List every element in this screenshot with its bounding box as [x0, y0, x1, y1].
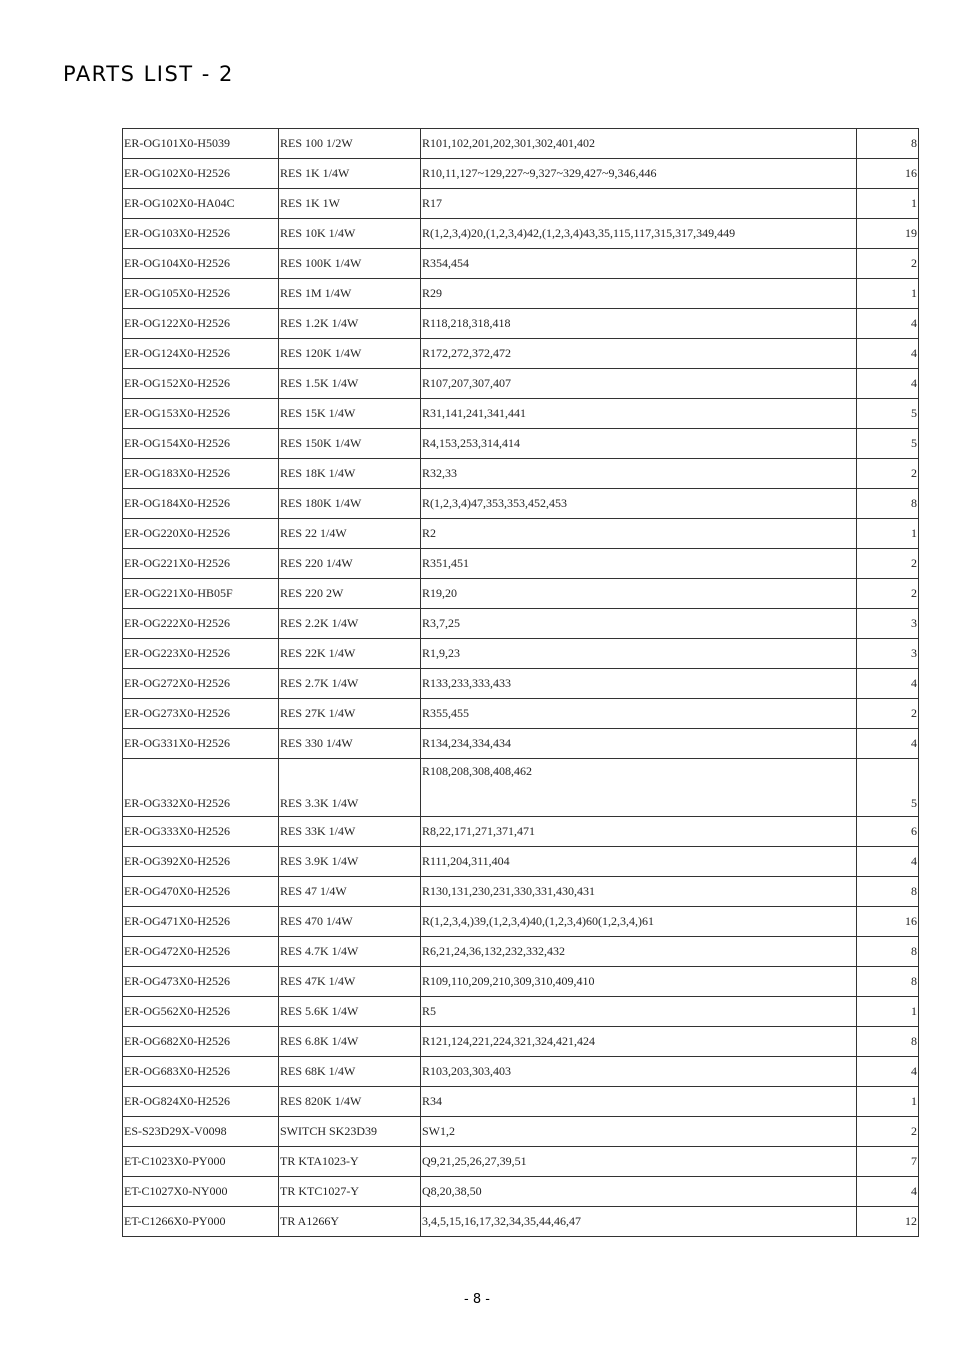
table-row — [123, 817, 919, 847]
table-row — [123, 369, 919, 399]
part-number-cell: ER-OG152X0-H2526 — [123, 369, 279, 399]
location-cell: R107,207,307,407 — [421, 369, 857, 399]
quantity-cell: 8 — [857, 1027, 919, 1057]
description-cell: RES 150K 1/4W — [279, 429, 421, 459]
part-number-cell: ER-OG392X0-H2526 — [123, 847, 279, 877]
part-number-cell: ER-OG472X0-H2526 — [123, 937, 279, 967]
table-row — [123, 459, 919, 489]
part-number-cell: ER-OG220X0-H2526 — [123, 519, 279, 549]
quantity-cell: 4 — [857, 847, 919, 877]
location-cell: R133,233,333,433 — [421, 669, 857, 699]
quantity-cell: 2 — [857, 549, 919, 579]
part-number-cell: ER-OG105X0-H2526 — [123, 279, 279, 309]
location-cell: R8,22,171,271,371,471 — [421, 817, 857, 847]
description-cell: RES 22 1/4W — [279, 519, 421, 549]
quantity-cell: 2 — [857, 249, 919, 279]
table-row — [123, 129, 919, 159]
description-cell: RES 15K 1/4W — [279, 399, 421, 429]
part-number-cell: ER-OG471X0-H2526 — [123, 907, 279, 937]
part-number-cell: ER-OG154X0-H2526 — [123, 429, 279, 459]
part-number-cell: ER-OG103X0-H2526 — [123, 219, 279, 249]
quantity-cell: 2 — [857, 1117, 919, 1147]
location-cell: R6,21,24,36,132,232,332,432 — [421, 937, 857, 967]
location-cell: R10,11,127~129,227~9,327~329,427~9,346,446 — [421, 159, 857, 189]
description-cell: RES 5.6K 1/4W — [279, 997, 421, 1027]
description-cell: RES 100K 1/4W — [279, 249, 421, 279]
description-cell: RES 47K 1/4W — [279, 967, 421, 997]
description-cell: TR KTC1027-Y — [279, 1177, 421, 1207]
table-row — [123, 219, 919, 249]
location-cell: R(1,2,3,4,)39,(1,2,3,4)40,(1,2,3,4)60(1,2,3,4,)61 — [421, 907, 857, 937]
part-number-cell: ER-OG101X0-H5039 — [123, 129, 279, 159]
part-number-cell: ER-OG183X0-H2526 — [123, 459, 279, 489]
description-cell: SWITCH SK23D39 — [279, 1117, 421, 1147]
location-cell: R103,203,303,403 — [421, 1057, 857, 1087]
location-cell: R32,33 — [421, 459, 857, 489]
quantity-cell: 8 — [857, 937, 919, 967]
part-number-cell: ER-OG153X0-H2526 — [123, 399, 279, 429]
location-cell: R108,208,308,408,462 — [421, 759, 857, 817]
part-number-cell: ER-OG184X0-H2526 — [123, 489, 279, 519]
part-number-cell: ER-OG470X0-H2526 — [123, 877, 279, 907]
description-cell: RES 1M 1/4W — [279, 279, 421, 309]
quantity-cell: 6 — [857, 817, 919, 847]
part-number-cell: ER-OG331X0-H2526 — [123, 729, 279, 759]
location-cell: 3,4,5,15,16,17,32,34,35,44,46,47 — [421, 1207, 857, 1237]
description-cell: RES 220 1/4W — [279, 549, 421, 579]
page-title: PARTS LIST - 2 — [63, 62, 234, 86]
quantity-cell: 5 — [857, 759, 919, 817]
description-cell: RES 47 1/4W — [279, 877, 421, 907]
part-number-cell: ES-S23D29X-V0098 — [123, 1117, 279, 1147]
part-number-cell: ER-OG824X0-H2526 — [123, 1087, 279, 1117]
quantity-cell: 1 — [857, 1087, 919, 1117]
table-row — [123, 579, 919, 609]
table-row — [123, 1057, 919, 1087]
table-row — [123, 907, 919, 937]
description-cell: RES 330 1/4W — [279, 729, 421, 759]
location-cell: R34 — [421, 1087, 857, 1117]
location-cell: R4,153,253,314,414 — [421, 429, 857, 459]
quantity-cell: 2 — [857, 699, 919, 729]
location-cell: R1,9,23 — [421, 639, 857, 669]
table-row — [123, 669, 919, 699]
quantity-cell: 19 — [857, 219, 919, 249]
description-cell: RES 2.7K 1/4W — [279, 669, 421, 699]
part-number-cell: ER-OG122X0-H2526 — [123, 309, 279, 339]
part-number-cell: ER-OG104X0-H2526 — [123, 249, 279, 279]
description-cell: RES 27K 1/4W — [279, 699, 421, 729]
table-row — [123, 189, 919, 219]
location-cell: Q9,21,25,26,27,39,51 — [421, 1147, 857, 1177]
part-number-cell: ER-OG682X0-H2526 — [123, 1027, 279, 1057]
table-row — [123, 639, 919, 669]
location-cell: R(1,2,3,4)20,(1,2,3,4)42,(1,2,3,4)43,35,115,117,315,317,349,449 — [421, 219, 857, 249]
table-row — [123, 429, 919, 459]
table-row — [123, 729, 919, 759]
quantity-cell: 4 — [857, 1177, 919, 1207]
location-cell: R3,7,25 — [421, 609, 857, 639]
quantity-cell: 8 — [857, 489, 919, 519]
description-cell: RES 180K 1/4W — [279, 489, 421, 519]
location-cell: R109,110,209,210,309,310,409,410 — [421, 967, 857, 997]
part-number-cell: ER-OG562X0-H2526 — [123, 997, 279, 1027]
location-cell: R31,141,241,341,441 — [421, 399, 857, 429]
table-row — [123, 1207, 919, 1237]
description-cell: RES 68K 1/4W — [279, 1057, 421, 1087]
part-number-cell: ER-OG473X0-H2526 — [123, 967, 279, 997]
description-cell: RES 4.7K 1/4W — [279, 937, 421, 967]
page-number: - 8 - — [464, 1292, 490, 1307]
description-cell: RES 120K 1/4W — [279, 339, 421, 369]
table-row — [123, 847, 919, 877]
quantity-cell: 12 — [857, 1207, 919, 1237]
table-row — [123, 609, 919, 639]
description-cell: RES 33K 1/4W — [279, 817, 421, 847]
description-cell: RES 1K 1/4W — [279, 159, 421, 189]
quantity-cell: 4 — [857, 729, 919, 759]
location-cell: Q8,20,38,50 — [421, 1177, 857, 1207]
part-number-cell: ER-OG102X0-HA04C — [123, 189, 279, 219]
table-row — [123, 877, 919, 907]
location-cell: R29 — [421, 279, 857, 309]
quantity-cell: 5 — [857, 429, 919, 459]
description-cell: RES 470 1/4W — [279, 907, 421, 937]
table-row — [123, 699, 919, 729]
location-cell: R118,218,318,418 — [421, 309, 857, 339]
part-number-cell: ER-OG272X0-H2526 — [123, 669, 279, 699]
location-cell: R130,131,230,231,330,331,430,431 — [421, 877, 857, 907]
table-row — [123, 1177, 919, 1207]
part-number-cell: ER-OG221X0-H2526 — [123, 549, 279, 579]
table-row — [123, 1147, 919, 1177]
part-number-cell: ER-OG221X0-HB05F — [123, 579, 279, 609]
quantity-cell: 8 — [857, 967, 919, 997]
part-number-cell: ER-OG102X0-H2526 — [123, 159, 279, 189]
quantity-cell: 3 — [857, 609, 919, 639]
parts-table-body — [123, 129, 919, 1237]
part-number-cell: ET-C1027X0-NY000 — [123, 1177, 279, 1207]
quantity-cell: 16 — [857, 159, 919, 189]
table-row — [123, 967, 919, 997]
part-number-cell: ER-OG332X0-H2526 — [123, 759, 279, 817]
table-row — [123, 759, 919, 817]
description-cell: RES 100 1/2W — [279, 129, 421, 159]
location-cell: R17 — [421, 189, 857, 219]
quantity-cell: 4 — [857, 669, 919, 699]
quantity-cell: 1 — [857, 189, 919, 219]
description-cell: RES 3.9K 1/4W — [279, 847, 421, 877]
part-number-cell: ER-OG333X0-H2526 — [123, 817, 279, 847]
quantity-cell: 8 — [857, 129, 919, 159]
table-row — [123, 937, 919, 967]
location-cell: R351,451 — [421, 549, 857, 579]
description-cell: RES 18K 1/4W — [279, 459, 421, 489]
description-cell: RES 220 2W — [279, 579, 421, 609]
location-cell: R355,455 — [421, 699, 857, 729]
table-row — [123, 249, 919, 279]
description-cell: RES 1.2K 1/4W — [279, 309, 421, 339]
location-cell: R101,102,201,202,301,302,401,402 — [421, 129, 857, 159]
table-row — [123, 1087, 919, 1117]
quantity-cell: 1 — [857, 519, 919, 549]
table-row — [123, 399, 919, 429]
description-cell: RES 820K 1/4W — [279, 1087, 421, 1117]
location-cell: R2 — [421, 519, 857, 549]
quantity-cell: 5 — [857, 399, 919, 429]
part-number-cell: ET-C1266X0-PY000 — [123, 1207, 279, 1237]
part-number-cell: ET-C1023X0-PY000 — [123, 1147, 279, 1177]
description-cell: RES 3.3K 1/4W — [279, 759, 421, 817]
quantity-cell: 8 — [857, 877, 919, 907]
table-row — [123, 159, 919, 189]
description-cell: RES 6.8K 1/4W — [279, 1027, 421, 1057]
table-row — [123, 339, 919, 369]
table-row — [123, 519, 919, 549]
location-cell: R(1,2,3,4)47,353,353,452,453 — [421, 489, 857, 519]
location-cell: R134,234,334,434 — [421, 729, 857, 759]
quantity-cell: 7 — [857, 1147, 919, 1177]
quantity-cell: 2 — [857, 579, 919, 609]
table-row — [123, 1117, 919, 1147]
table-row — [123, 489, 919, 519]
part-number-cell: ER-OG683X0-H2526 — [123, 1057, 279, 1087]
description-cell: RES 1K 1W — [279, 189, 421, 219]
quantity-cell: 1 — [857, 997, 919, 1027]
table-row — [123, 549, 919, 579]
location-cell: SW1,2 — [421, 1117, 857, 1147]
quantity-cell: 3 — [857, 639, 919, 669]
quantity-cell: 4 — [857, 369, 919, 399]
table-row — [123, 1027, 919, 1057]
location-cell: R121,124,221,224,321,324,421,424 — [421, 1027, 857, 1057]
quantity-cell: 16 — [857, 907, 919, 937]
quantity-cell: 1 — [857, 279, 919, 309]
table-row — [123, 279, 919, 309]
table-row — [123, 997, 919, 1027]
parts-table — [122, 128, 919, 1237]
quantity-cell: 4 — [857, 339, 919, 369]
part-number-cell: ER-OG223X0-H2526 — [123, 639, 279, 669]
location-cell: R354,454 — [421, 249, 857, 279]
location-cell: R19,20 — [421, 579, 857, 609]
description-cell: RES 2.2K 1/4W — [279, 609, 421, 639]
part-number-cell: ER-OG222X0-H2526 — [123, 609, 279, 639]
location-cell: R5 — [421, 997, 857, 1027]
quantity-cell: 2 — [857, 459, 919, 489]
part-number-cell: ER-OG124X0-H2526 — [123, 339, 279, 369]
location-cell: R172,272,372,472 — [421, 339, 857, 369]
location-cell: R111,204,311,404 — [421, 847, 857, 877]
description-cell: RES 22K 1/4W — [279, 639, 421, 669]
part-number-cell: ER-OG273X0-H2526 — [123, 699, 279, 729]
quantity-cell: 4 — [857, 1057, 919, 1087]
description-cell: TR KTA1023-Y — [279, 1147, 421, 1177]
table-row — [123, 309, 919, 339]
description-cell: RES 10K 1/4W — [279, 219, 421, 249]
description-cell: RES 1.5K 1/4W — [279, 369, 421, 399]
quantity-cell: 4 — [857, 309, 919, 339]
description-cell: TR A1266Y — [279, 1207, 421, 1237]
